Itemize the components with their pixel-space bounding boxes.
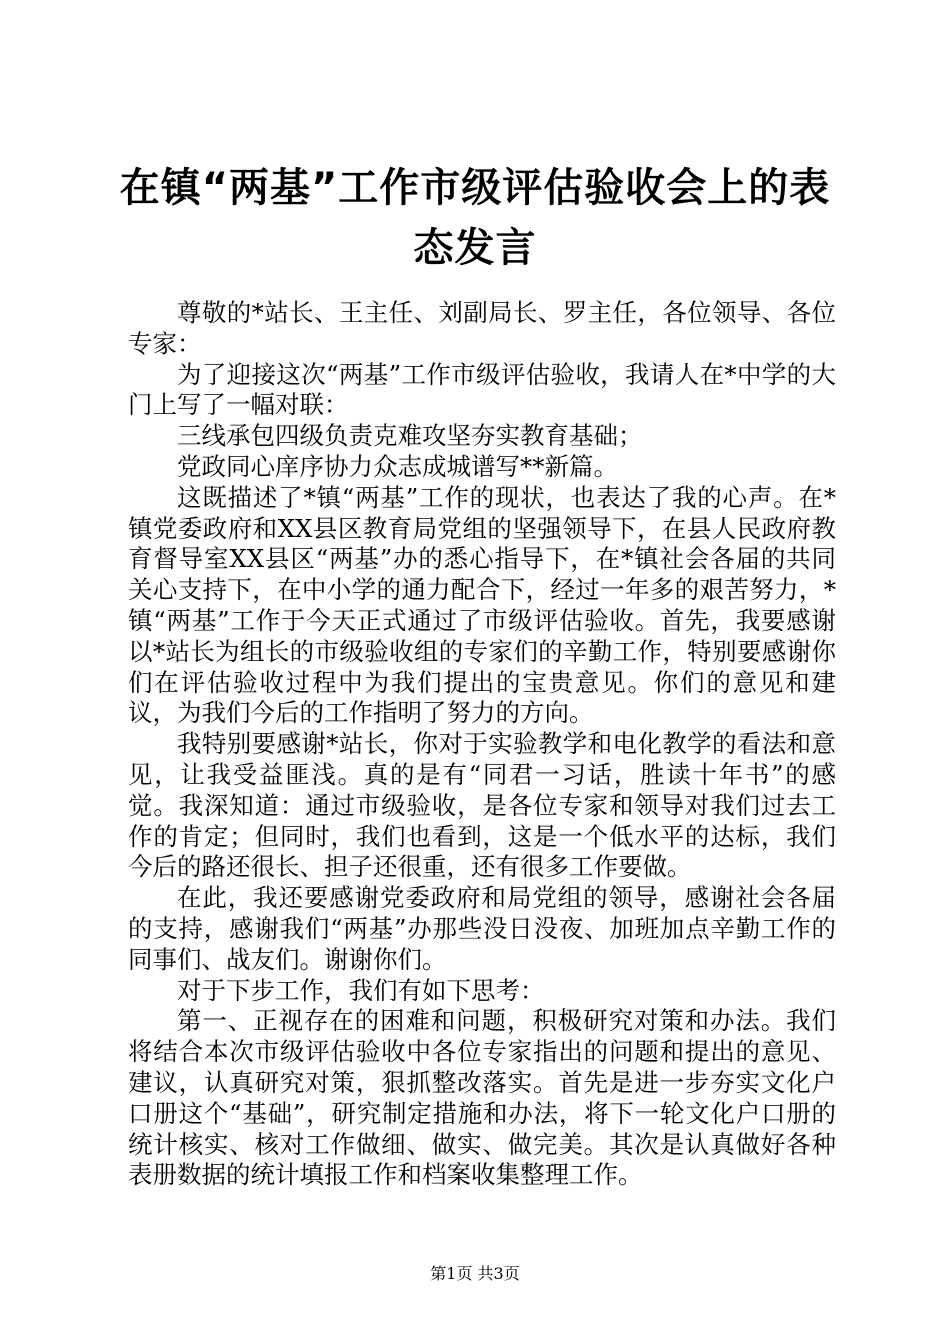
couplet-line-1: 三线承包四级负责克难攻坚夯实教育基础； [177,421,643,451]
page-number: 第1页 共3页 [430,1264,520,1283]
paragraph-point-one: 第一、正视存在的困难和问题，积极研究对策和办法。我们将结合本次市级评估验收中各位专家指出的问题和提出的意见、建议，认真研究对策，狠抓整改落实。首先是进一步夯实文化户口册这个“基础”，研究制定措施和办法，将下一轮文化户口册的统计核实、核对工作做细、做实、做完美。其次是认真做好各种表册数据的统计填报工作和档案收集整理工作。 [128,1006,836,1190]
paragraph-thanks-stationmaster: 我特别要感谢*站长，你对于实验教学和电化教学的看法和意见，让我受益匪浅。真的是有“同君一习话，胜读十年书”的感觉。我深知道：通过市级验收，是各位专家和领导对我们过去工作的肯定；但同时，我们也看到，这是一个低水平的达标，我们今后的路还很长、担子还很重，还有很多工作要做。 [128,729,836,882]
couplet-line-2: 党政同心庠序协力众志成城谱写**新篇。 [177,451,618,481]
paragraph-thanks-experts: 这既描述了*镇“两基”工作的现状，也表达了我的心声。在*镇党委政府和XX县区教育局党组的坚强领导下，在县人民政府教育督导室XX县区“两基”办的悉心指导下，在*镇社会各届的共同关心支持下，在中小学的通力配合下，经过一年多的艰苦努力，*镇“两基”工作于今天正式通过了市级评估验收。首先，我要感谢以*站长为组长的市级验收组的专家们的辛勤工作，特别要感谢你们在评估验收过程中为我们提出的宝贵意见。你们的意见和建议，为我们今后的工作指明了努力的方向。 [128,482,836,728]
paragraph-thanks-colleagues: 在此，我还要感谢党委政府和局党组的领导，感谢社会各届的支持，感谢我们“两基”办那些没日没夜、加班加点辛勤工作的同事们、战友们。谢谢你们。 [128,883,836,974]
document-title: 在镇“两基”工作市级评估验收会上的表态发言 [119,165,831,271]
paragraph-salutation: 尊敬的*站长、王主任、刘副局长、罗主任，各位领导、各位专家： [128,298,836,358]
paragraph-intro: 为了迎接这次“两基”工作市级评估验收，我请人在*中学的大门上写了一幅对联： [128,359,836,420]
document-body [128,298,836,1191]
paragraph-next-steps: 对于下步工作，我们有如下思考： [177,975,545,1005]
